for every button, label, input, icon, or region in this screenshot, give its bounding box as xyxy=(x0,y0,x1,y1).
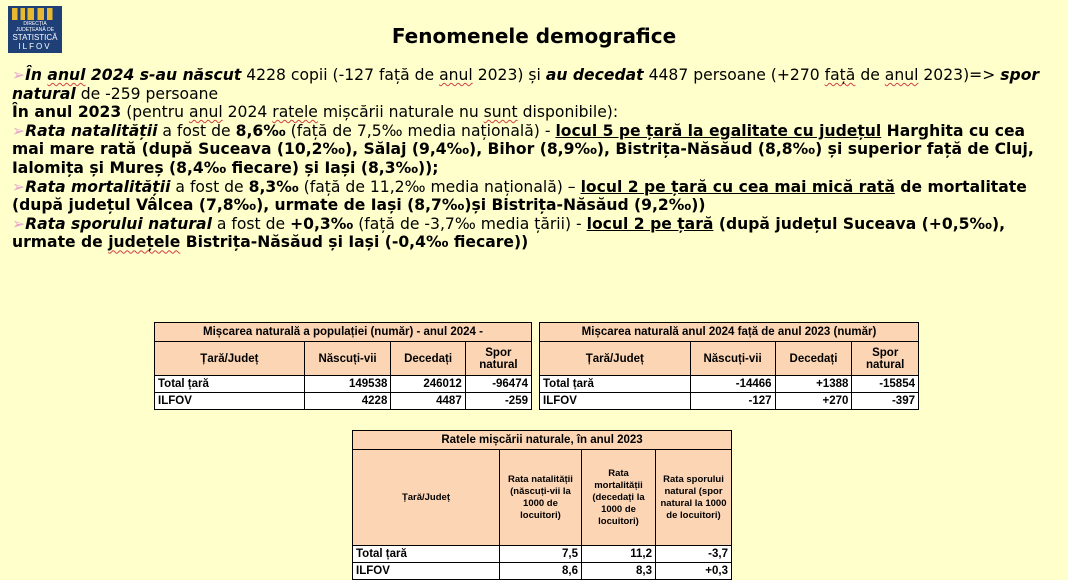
skyline-icon xyxy=(12,8,58,20)
arrow-icon: ➢ xyxy=(12,214,26,233)
text-body xyxy=(12,66,1060,252)
arrow-icon: ➢ xyxy=(12,121,26,140)
table-title: Ratele mișcării naturale, în anul 2023 xyxy=(353,431,732,450)
column-header: Rata mortalității (decedați la 1000 de locuitori) xyxy=(582,450,656,546)
column-header: Spor natural xyxy=(852,342,919,376)
arrow-icon: ➢ xyxy=(12,177,26,196)
logo-line3: ILFOV xyxy=(18,42,52,51)
table-natural-movement-2024 xyxy=(154,322,532,410)
table-row: ILFOV 4228 4487 -259 xyxy=(155,393,532,410)
logo-line1: DIRECȚIA JUDEȚEANĂ DE xyxy=(15,21,55,33)
paragraph-natality: ➢Rata natalității a fost de 8,6‰ (față de 7,5‰ media națională) - locul 5 pe țară la egalitate cu județul Harghita cu cea mai mare rată (după Suceava (10,2‰), Sălaj (9,4‰), Bihor (8,9‰), Bistrița-Năsăud (8,8‰) și superior față de Cluj, Ialomița și Mureș (8,4‰ fiecare) și Iași (8,3‰)); xyxy=(12,121,1034,177)
paragraph-natural-increase: ➢Rata sporului natural a fost de +0,3‰ (față de -3,7‰ media țării) - locul 2 pe țară (după județul Suceava (+0,5‰), urmate de județele Bistrița-Năsăud și Iași (-0,4‰ fiecare)) xyxy=(12,214,1005,252)
table-title: Mișcarea naturală a populației (număr) - anul 2024 - xyxy=(155,323,532,342)
arrow-icon: ➢ xyxy=(12,66,26,84)
column-header: Spor natural xyxy=(465,342,531,376)
table-row: ILFOV 8,6 8,3 +0,3 xyxy=(353,563,732,580)
table-change-2024-vs-2023 xyxy=(539,322,919,410)
column-header: Rata sporului natural (spor natural la 1000 de locuitori) xyxy=(655,450,731,546)
column-header: Țară/Județ xyxy=(155,342,305,376)
column-header: Țară/Județ xyxy=(353,450,500,546)
logo-line2: STATISTICĂ xyxy=(12,33,58,42)
column-header: Decedați xyxy=(775,342,852,376)
column-header: Țară/Județ xyxy=(540,342,691,376)
column-header: Născuți-vii xyxy=(690,342,775,376)
table-row: ILFOV -127 +270 -397 xyxy=(540,393,919,410)
column-header: Născuți-vii xyxy=(304,342,391,376)
column-header: Rata natalității (născuți-vii la 1000 de locuitori) xyxy=(499,450,581,546)
paragraph-births: ➢În anul 2024 s-au născut 4228 copii (-127 față de anul 2023) și au decedat 4487 persoane (+270 față de anul 2023)=> spor natural de -259 persoane xyxy=(12,66,1040,103)
page-title: Fenomenele demografice xyxy=(391,24,677,48)
paragraph-mortality: ➢Rata mortalității a fost de 8,3‰ (față de 11,2‰ media națională) – locul 2 pe țară cu cea mai mică rată de mortalitate (după județul Vâlcea (7,8‰), urmate de Iași (8,7‰)și Bistrița-Năsăud (9,2‰)) xyxy=(12,177,1027,215)
column-header: Decedați xyxy=(391,342,465,376)
table-rates-2023 xyxy=(352,430,732,580)
paragraph-rates-intro: În anul 2023 (pentru anul 2024 ratele mișcării naturale nu sunt disponibile): xyxy=(12,103,619,122)
table-row: Total țară 149538 246012 -96474 xyxy=(155,376,532,393)
table-row: Total țară 7,5 11,2 -3,7 xyxy=(353,546,732,563)
table-title: Mișcarea naturală anul 2024 față de anul 2023 (număr) xyxy=(540,323,919,342)
table-row: Total țară -14466 +1388 -15854 xyxy=(540,376,919,393)
